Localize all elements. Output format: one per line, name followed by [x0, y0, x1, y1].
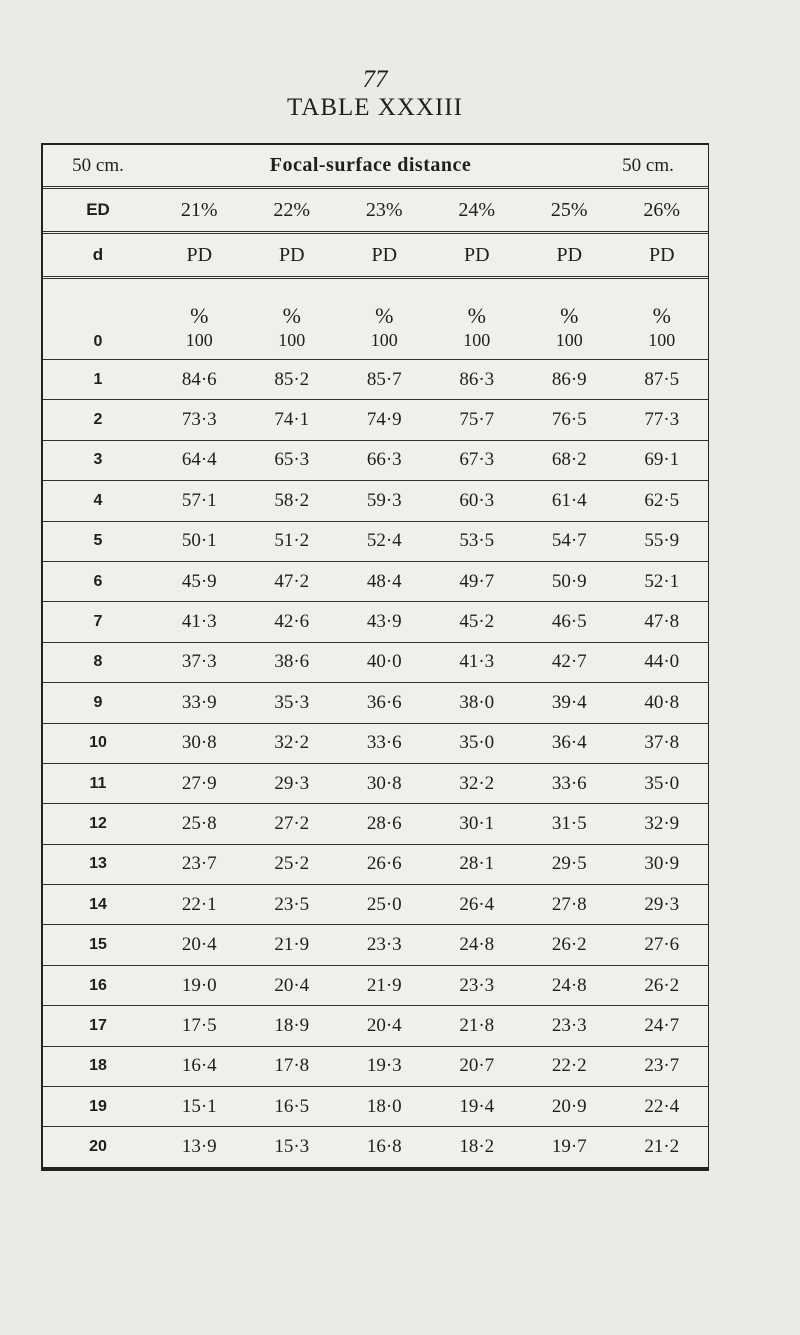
- value-cell: 45·9: [153, 561, 246, 601]
- table-row: [43, 965, 708, 1005]
- value-cell: [616, 278, 709, 360]
- value-cell: 27·9: [153, 763, 246, 803]
- value-cell: 32·2: [431, 763, 524, 803]
- value-cell: 23·7: [616, 1046, 709, 1086]
- value-cell: 35·3: [246, 683, 339, 723]
- table-row: [43, 804, 708, 844]
- depth-cell: 14: [43, 885, 153, 925]
- value-cell: 23·3: [338, 925, 431, 965]
- value-cell: 33·6: [338, 723, 431, 763]
- table-row: [43, 844, 708, 884]
- value-cell: 37·3: [153, 642, 246, 682]
- depth-cell: 8: [43, 642, 153, 682]
- depth-cell: 9: [43, 683, 153, 723]
- value-cell: 35·0: [616, 763, 709, 803]
- value-cell: 22·2: [523, 1046, 616, 1086]
- table-caption: [43, 145, 708, 186]
- ed-value: 22%: [246, 188, 339, 233]
- depth-cell: 2: [43, 400, 153, 440]
- data-table: [43, 186, 708, 1169]
- percent-symbol: %: [560, 303, 579, 328]
- value-cell: 85·2: [246, 360, 339, 400]
- value-cell: 20·7: [431, 1046, 524, 1086]
- value-cell: 46·5: [523, 602, 616, 642]
- value-cell: 40·8: [616, 683, 709, 723]
- value-cell: 24·7: [616, 1006, 709, 1046]
- value-cell: 57·1: [153, 481, 246, 521]
- ed-value: 23%: [338, 188, 431, 233]
- value-cell: 24·8: [431, 925, 524, 965]
- depth-cell: 19: [43, 1087, 153, 1127]
- value-cell: 19·0: [153, 965, 246, 1005]
- value-cell: 85·7: [338, 360, 431, 400]
- value-cell: 18·0: [338, 1087, 431, 1127]
- value-cell: 52·1: [616, 561, 709, 601]
- value-cell: 17·8: [246, 1046, 339, 1086]
- value-cell: 74·1: [246, 400, 339, 440]
- value-cell: 67·3: [431, 440, 524, 480]
- table-row: [43, 683, 708, 723]
- value-cell: 20·4: [338, 1006, 431, 1046]
- value-cell: 51·2: [246, 521, 339, 561]
- percent-symbol: %: [467, 303, 486, 328]
- value-text: 100: [463, 330, 491, 350]
- table-row: [43, 1127, 708, 1168]
- depth-cell: 5: [43, 521, 153, 561]
- table-row: [43, 723, 708, 763]
- value-cell: 47·8: [616, 602, 709, 642]
- depth-cell: 7: [43, 602, 153, 642]
- value-cell: 16·5: [246, 1087, 339, 1127]
- value-cell: 32·2: [246, 723, 339, 763]
- value-cell: [431, 278, 524, 360]
- value-cell: 23·7: [153, 844, 246, 884]
- value-cell: 76·5: [523, 400, 616, 440]
- depth-cell: 20: [43, 1127, 153, 1168]
- caption-right: 50 cm.: [622, 154, 674, 176]
- value-cell: 36·4: [523, 723, 616, 763]
- table-row: [43, 925, 708, 965]
- value-cell: 41·3: [153, 602, 246, 642]
- value-cell: 52·4: [338, 521, 431, 561]
- value-cell: 38·0: [431, 683, 524, 723]
- value-cell: 74·9: [338, 400, 431, 440]
- value-cell: 75·7: [431, 400, 524, 440]
- value-cell: 28·6: [338, 804, 431, 844]
- value-cell: 22·4: [616, 1087, 709, 1127]
- value-cell: 28·1: [431, 844, 524, 884]
- percent-symbol: %: [652, 303, 671, 328]
- value-cell: 37·8: [616, 723, 709, 763]
- value-cell: 30·9: [616, 844, 709, 884]
- value-cell: 23·3: [523, 1006, 616, 1046]
- value-cell: 23·3: [431, 965, 524, 1005]
- value-cell: 43·9: [338, 602, 431, 642]
- value-cell: 18·2: [431, 1127, 524, 1168]
- pd-label: PD: [523, 233, 616, 278]
- value-cell: 18·9: [246, 1006, 339, 1046]
- ed-value: 21%: [153, 188, 246, 233]
- table-row: [43, 278, 708, 360]
- value-cell: 86·9: [523, 360, 616, 400]
- table-row: [43, 400, 708, 440]
- table-row: [43, 763, 708, 803]
- value-cell: 20·4: [246, 965, 339, 1005]
- value-cell: 58·2: [246, 481, 339, 521]
- ed-value: 24%: [431, 188, 524, 233]
- value-cell: 84·6: [153, 360, 246, 400]
- value-cell: 19·3: [338, 1046, 431, 1086]
- depth-cell: 6: [43, 561, 153, 601]
- value-cell: 66·3: [338, 440, 431, 480]
- value-cell: [338, 278, 431, 360]
- value-cell: 29·5: [523, 844, 616, 884]
- value-cell: 87·5: [616, 360, 709, 400]
- ed-value: 26%: [616, 188, 709, 233]
- pd-label: PD: [246, 233, 339, 278]
- value-cell: 19·7: [523, 1127, 616, 1168]
- value-text: 100: [185, 330, 213, 350]
- value-cell: [523, 278, 616, 360]
- value-cell: 29·3: [246, 763, 339, 803]
- depth-cell: 4: [43, 481, 153, 521]
- percent-symbol: %: [282, 303, 301, 328]
- d-label: d: [43, 233, 153, 278]
- value-cell: 21·8: [431, 1006, 524, 1046]
- value-cell: 21·2: [616, 1127, 709, 1168]
- value-cell: 29·3: [616, 885, 709, 925]
- value-cell: 15·1: [153, 1087, 246, 1127]
- value-text: 100: [648, 330, 676, 350]
- value-cell: 17·5: [153, 1006, 246, 1046]
- value-cell: [246, 278, 339, 360]
- ed-label: ED: [43, 188, 153, 233]
- value-cell: 30·1: [431, 804, 524, 844]
- value-cell: 31·5: [523, 804, 616, 844]
- value-cell: 33·6: [523, 763, 616, 803]
- table-row: [43, 521, 708, 561]
- value-cell: 25·8: [153, 804, 246, 844]
- value-cell: 86·3: [431, 360, 524, 400]
- depth-cell: 0: [43, 278, 153, 360]
- value-cell: 25·0: [338, 885, 431, 925]
- ed-header-row: [43, 188, 708, 233]
- table-row: [43, 360, 708, 400]
- page-number: 77: [362, 66, 388, 93]
- value-cell: 49·7: [431, 561, 524, 601]
- value-cell: 26·2: [616, 965, 709, 1005]
- depth-cell: 16: [43, 965, 153, 1005]
- table-row: [43, 1046, 708, 1086]
- value-cell: 50·9: [523, 561, 616, 601]
- value-cell: 33·9: [153, 683, 246, 723]
- depth-cell: 17: [43, 1006, 153, 1046]
- value-cell: 20·9: [523, 1087, 616, 1127]
- value-cell: 26·4: [431, 885, 524, 925]
- value-cell: 59·3: [338, 481, 431, 521]
- table-body: [43, 278, 708, 1168]
- value-cell: 13·9: [153, 1127, 246, 1168]
- value-cell: 77·3: [616, 400, 709, 440]
- value-cell: 27·6: [616, 925, 709, 965]
- value-cell: 23·5: [246, 885, 339, 925]
- value-text: 100: [370, 330, 398, 350]
- pd-label: PD: [338, 233, 431, 278]
- value-cell: 50·1: [153, 521, 246, 561]
- value-cell: 15·3: [246, 1127, 339, 1168]
- value-cell: 47·2: [246, 561, 339, 601]
- value-cell: 64·4: [153, 440, 246, 480]
- value-cell: 27·8: [523, 885, 616, 925]
- value-cell: 22·1: [153, 885, 246, 925]
- value-cell: 42·7: [523, 642, 616, 682]
- value-cell: 53·5: [431, 521, 524, 561]
- value-cell: 16·4: [153, 1046, 246, 1086]
- pd-header-row: [43, 233, 708, 278]
- value-cell: 38·6: [246, 642, 339, 682]
- value-cell: 65·3: [246, 440, 339, 480]
- value-cell: 44·0: [616, 642, 709, 682]
- value-cell: 30·8: [338, 763, 431, 803]
- pd-label: PD: [616, 233, 709, 278]
- value-cell: 27·2: [246, 804, 339, 844]
- value-cell: 41·3: [431, 642, 524, 682]
- depth-cell: 13: [43, 844, 153, 884]
- value-text: 100: [555, 330, 583, 350]
- table-row: [43, 602, 708, 642]
- depth-cell: 15: [43, 925, 153, 965]
- value-cell: 32·9: [616, 804, 709, 844]
- value-cell: 62·5: [616, 481, 709, 521]
- table-row: [43, 642, 708, 682]
- value-cell: 21·9: [338, 965, 431, 1005]
- value-cell: 39·4: [523, 683, 616, 723]
- value-cell: 20·4: [153, 925, 246, 965]
- value-cell: 26·2: [523, 925, 616, 965]
- caption-center: Focal-surface distance: [269, 154, 472, 176]
- value-cell: 24·8: [523, 965, 616, 1005]
- value-text: 100: [278, 330, 306, 350]
- value-cell: 48·4: [338, 561, 431, 601]
- value-cell: 68·2: [523, 440, 616, 480]
- value-cell: 16·8: [338, 1127, 431, 1168]
- dose-table: [41, 143, 709, 1171]
- value-cell: 61·4: [523, 481, 616, 521]
- value-cell: 25·2: [246, 844, 339, 884]
- table-title: TABLE XXXIII: [287, 94, 463, 121]
- caption-left: 50 cm.: [72, 154, 124, 176]
- value-cell: 21·9: [246, 925, 339, 965]
- value-cell: 55·9: [616, 521, 709, 561]
- ed-value: 25%: [523, 188, 616, 233]
- value-cell: 36·6: [338, 683, 431, 723]
- value-cell: 19·4: [431, 1087, 524, 1127]
- value-cell: 45·2: [431, 602, 524, 642]
- depth-cell: 11: [43, 763, 153, 803]
- percent-symbol: %: [375, 303, 394, 328]
- depth-cell: 3: [43, 440, 153, 480]
- value-cell: 35·0: [431, 723, 524, 763]
- pd-label: PD: [153, 233, 246, 278]
- depth-cell: 1: [43, 360, 153, 400]
- depth-cell: 18: [43, 1046, 153, 1086]
- value-cell: 30·8: [153, 723, 246, 763]
- value-cell: 40·0: [338, 642, 431, 682]
- table-row: [43, 1006, 708, 1046]
- table-row: [43, 561, 708, 601]
- percent-symbol: %: [190, 303, 209, 328]
- table-row: [43, 440, 708, 480]
- value-cell: 54·7: [523, 521, 616, 561]
- value-cell: 42·6: [246, 602, 339, 642]
- table-row: [43, 1087, 708, 1127]
- depth-cell: 10: [43, 723, 153, 763]
- value-cell: 26·6: [338, 844, 431, 884]
- value-cell: 73·3: [153, 400, 246, 440]
- table-row: [43, 885, 708, 925]
- depth-cell: 12: [43, 804, 153, 844]
- value-cell: 60·3: [431, 481, 524, 521]
- value-cell: 69·1: [616, 440, 709, 480]
- table-row: [43, 481, 708, 521]
- pd-label: PD: [431, 233, 524, 278]
- value-cell: [153, 278, 246, 360]
